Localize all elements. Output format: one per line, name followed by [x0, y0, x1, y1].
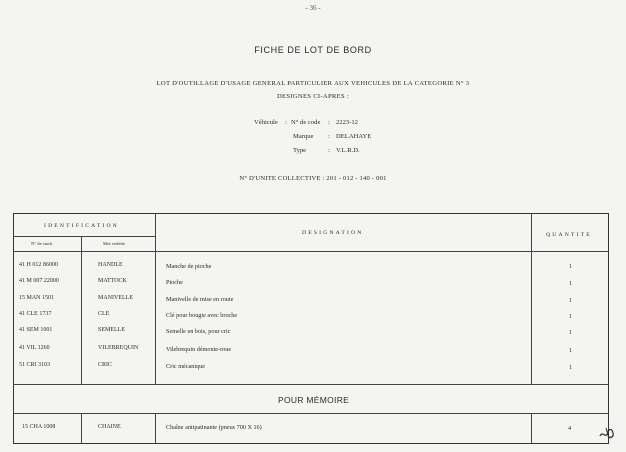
- type-label: Type: [293, 147, 307, 154]
- row-stock-number: 41 VIL 1260: [19, 345, 50, 351]
- marque-label: Marque: [293, 133, 314, 140]
- memo-stock-number: 15 CHA 1008: [22, 424, 56, 430]
- code-colon: :: [328, 119, 330, 126]
- column-divider-vedette-memo: [155, 413, 156, 444]
- vehicle-colon: :: [285, 119, 287, 126]
- row-stock-number: 41 M 007 22000: [19, 278, 59, 284]
- code-label: N° de code: [291, 119, 321, 126]
- type-colon: :: [328, 147, 330, 154]
- row-quantity: 1: [569, 263, 573, 270]
- column-divider-designation: [531, 213, 532, 384]
- header-stock-number: N° de stock: [31, 241, 53, 246]
- vehicle-type: V.L.R.D.: [336, 147, 360, 154]
- row-stock-number: 41 SEM 1001: [19, 327, 53, 333]
- row-designation: Clé pour bougie avec broche: [166, 312, 238, 319]
- row-designation: Vilebrequin démonte-roue: [166, 346, 232, 353]
- header-bottom-rule: [13, 251, 609, 252]
- row-quantity: 1: [569, 364, 573, 371]
- header-designation: DESIGNATION: [302, 230, 364, 236]
- row-quantity: 1: [569, 280, 573, 287]
- row-stock-number: 41 H 012 86000: [19, 262, 58, 268]
- column-divider-stock: [81, 237, 82, 384]
- memo-vedette: CHAINE: [98, 424, 121, 430]
- identification-underline: [13, 236, 155, 237]
- row-designation: Manche de pioche: [166, 263, 212, 270]
- row-quantity: 1: [569, 329, 573, 336]
- memo-designation: Chaîne antipatinante (pneus 700 X 16): [166, 424, 262, 431]
- subtitle-line-2: DESIGNES CI-APRES :: [276, 93, 349, 100]
- row-quantity: 1: [569, 347, 573, 354]
- row-vedette: VILEBREQUIN: [98, 345, 139, 351]
- body-bottom-rule: [13, 384, 609, 385]
- row-vedette: MATTOCK: [98, 278, 127, 284]
- header-quantity: QUANTITE: [546, 232, 592, 238]
- row-vedette: MANIVELLE: [98, 295, 133, 301]
- row-designation: Cric mécanique: [166, 363, 205, 370]
- marque-colon: :: [328, 133, 330, 140]
- vehicle-code: 2223-12: [336, 119, 358, 126]
- document-title: FICHE DE LOT DE BORD: [254, 45, 372, 55]
- row-vedette: SEMELLE: [98, 327, 125, 333]
- column-divider-vedette: [155, 213, 156, 384]
- row-vedette: CRIC: [98, 362, 113, 368]
- row-designation: Manivelle de mise en route: [166, 296, 234, 303]
- handwritten-mark-icon: [596, 424, 618, 442]
- row-stock-number: 51 CRI 3103: [19, 362, 51, 368]
- page-number: - 36 -: [305, 4, 321, 12]
- vehicle-marque: DELAHAYE: [336, 133, 372, 140]
- collective-unit-number: N° D'UNITE COLLECTIVE : 201 - 012 - 140 - 001: [239, 175, 387, 182]
- header-identification: IDENTIFICATION: [44, 223, 119, 229]
- memo-quantity: 4: [568, 425, 572, 432]
- row-designation: Pioche: [166, 279, 183, 286]
- subtitle-line-1: LOT D'OUTILLAGE D'USAGE GENERAL PARTICULIER AUX VEHICULES DE LA CATEGORIE N° 3: [156, 80, 470, 87]
- handwritten-mark: [596, 424, 618, 447]
- row-quantity: 1: [569, 297, 573, 304]
- row-stock-number: 41 CLE 1737: [19, 311, 52, 317]
- column-divider-designation-memo: [531, 413, 532, 444]
- row-vedette: CLE: [98, 311, 110, 317]
- vehicle-label: Véhicule: [254, 119, 278, 126]
- column-divider-stock-memo: [81, 413, 82, 444]
- row-designation: Semelle en bois, pour cric: [166, 328, 231, 335]
- row-quantity: 1: [569, 313, 573, 320]
- row-stock-number: 15 MAN 1501: [19, 295, 55, 301]
- header-vedette: Mot vedette: [103, 241, 126, 246]
- memo-section-title: POUR MÉMOIRE: [278, 395, 350, 405]
- row-vedette: HANDLE: [98, 262, 123, 268]
- memo-header-rule: [13, 413, 609, 414]
